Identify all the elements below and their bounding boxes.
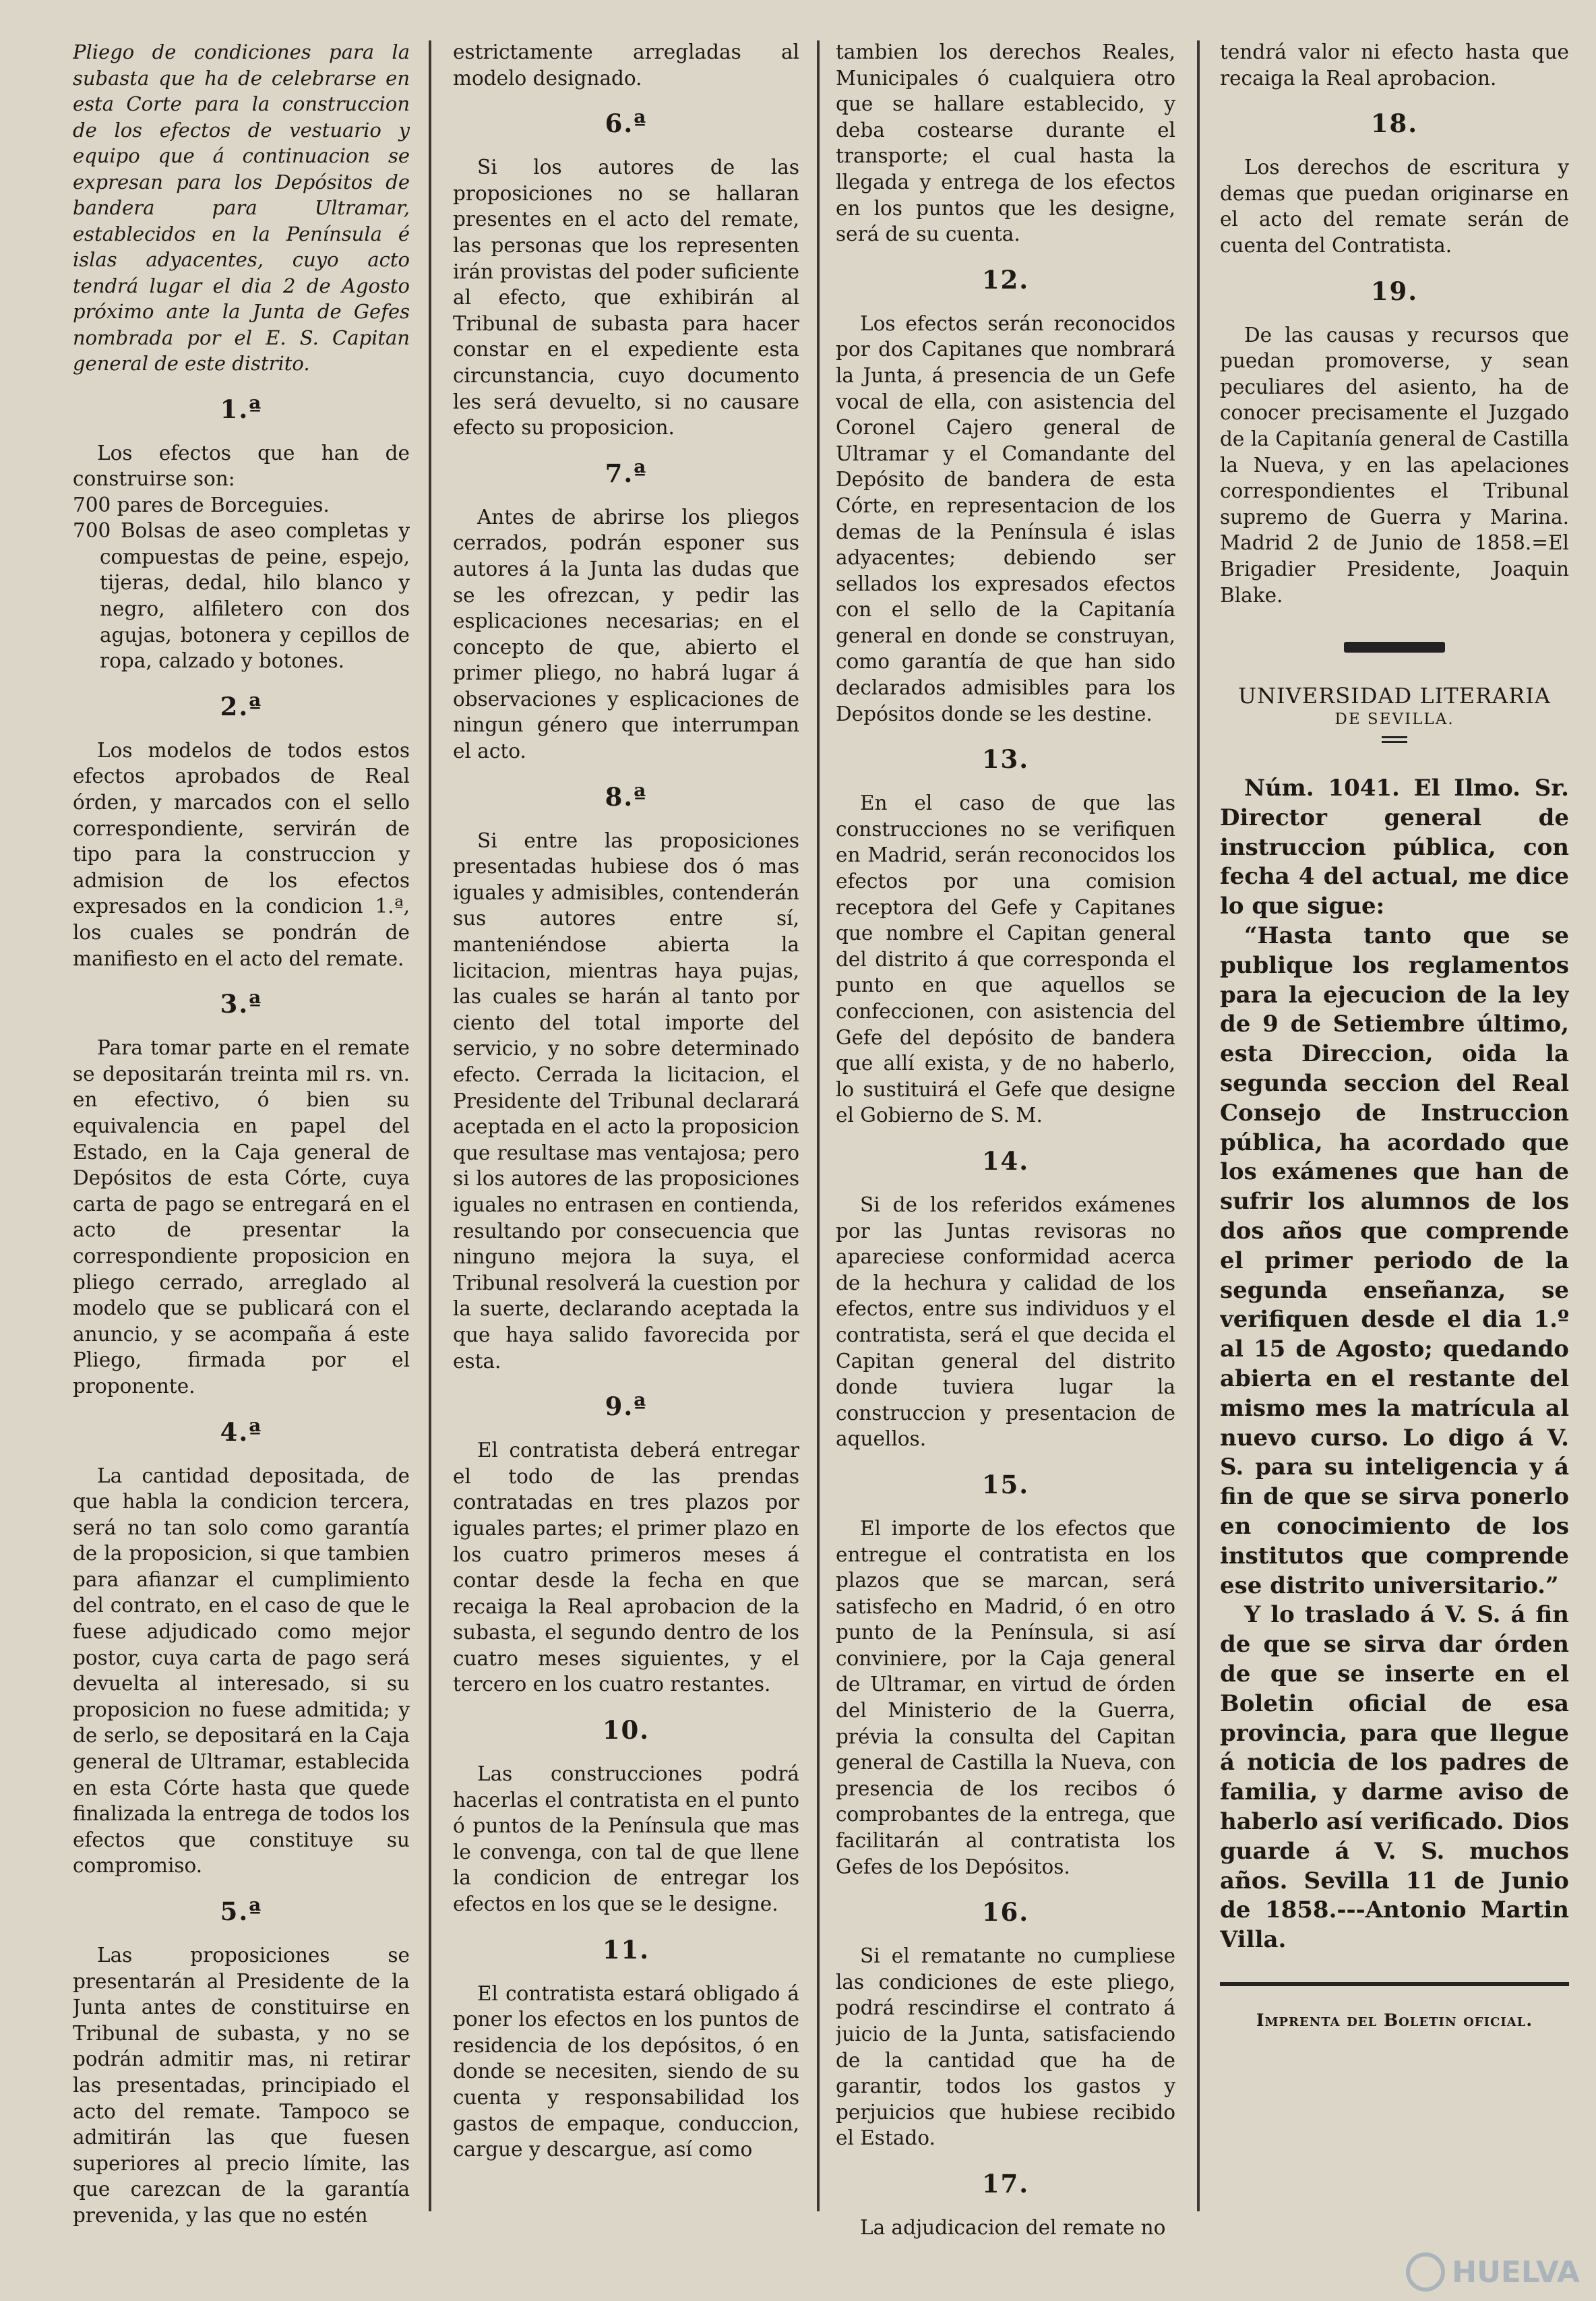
list-item: 700 Bolsas de aseo completas y compuestas de peine, espejo, tijeras, dedal, hilo blanco y negro, alfiletero con dos agujas, botonera y cepillos de ropa, calzado y botones. <box>73 519 410 673</box>
condition-text: La adjudicacion del remate no <box>860 2215 1166 2239</box>
condition-text: Las proposiciones se presentarán al Presidente de la Junta antes de constituirse en Tribunal de subasta, y no se podrán admitir mas, ni retirar las presentadas, principiado el acto del remate. Tampoco se admitirán las que fuesen superiores al precio límite, las que carezcan de la garantía prevenida, y las que no estén <box>73 1944 410 2227</box>
condition-number: 5.ª <box>220 1896 263 1926</box>
condition-text: Los derechos de escritura y demas que puedan originarse en el acto del remate serán de cuenta del Contratista. <box>1220 156 1569 257</box>
university-subheading: DE SEVILLA. <box>1334 711 1454 729</box>
condition-number: 12. <box>981 264 1030 295</box>
column-4 <box>1220 39 1569 2264</box>
condition-number: 4.ª <box>220 1416 263 1447</box>
condition-text: Los efectos que han de construirse son: <box>73 441 410 491</box>
list-item: 700 pares de Borceguies. <box>73 493 330 516</box>
column-3 <box>836 39 1175 2264</box>
condition-text: Si de los referidos exámenes por las Juntas revisoras no apareciese conformidad acerca de la hechura y calidad de los efectos, entre sus individuos y el contratista, será el que decida el Capitan general del distrito donde tuviera lugar la construccion y presentacion de aquellos. <box>836 1193 1175 1451</box>
end-rule <box>1220 1982 1569 1986</box>
condition-number: 6.ª <box>605 109 648 139</box>
condition-number: 3.ª <box>220 989 263 1019</box>
condition-number: 15. <box>981 1469 1030 1499</box>
condition-number: 14. <box>981 1145 1030 1176</box>
column-2 <box>453 39 799 2264</box>
condition-text: De las causas y recursos que puedan promoverse, y sean peculiares del asiento, ha de conocer precisamente el Juzgado de la Capitanía general de Castilla la Nueva, y en las apelaciones correspondientes el Tribunal supremo de Guerra y Marina. Madrid 2 de Junio de 1858.=El Brigadier Presidente, Joaquin Blake. <box>1220 323 1569 607</box>
condition-number: 1.ª <box>220 394 263 424</box>
condition-text: Si los autores de las proposiciones no se hallaran presentes en el acto del remate, las personas que los representen irán provistas del poder suficiente al efecto, que exhibirán al Tribunal de subasta para hacer constar en el expediente esta circunstancia, cuyo documento les será devuelto, si no causare efecto su proposicion. <box>453 156 799 440</box>
condition-number: 2.ª <box>220 691 263 721</box>
condition-text: tendrá valor ni efecto hasta que recaiga la Real aprobacion. <box>1220 40 1569 90</box>
watermark-text: HUELVA <box>1452 2254 1580 2290</box>
condition-text: El importe de los efectos que entregue el contratista en los plazos que se marcan, será satisfecho en Madrid, ó en otro punto de la Península, si así conviniere, por la Caja general de Ultramar, en virtud de órden del Ministerio de la Guerra, prévia la consulta del Capitan general de Castilla la Nueva, con presencia de los recibos ó comprobantes de la entrega, que facilitarán al contratista los Gefes de los Depósitos. <box>836 1516 1175 1878</box>
condition-text: La cantidad depositada, de que habla la condicion tercera, será no tan solo como garantía de la proposicion, si que tambien para afianzar el cumplimiento del contrato, en el caso de que le fuese adjudicado como mejor postor, cuya carta de pago será devuelta al interesado, si su proposicion no fuese admitida; y de serlo, se depositará en la Caja general de Ultramar, establecida en esta Córte hasta que quede finalizada la entrega de todos los efectos que constituye su compromiso. <box>73 1464 410 1878</box>
condition-number: 19. <box>1370 276 1419 306</box>
printer-footer: Imprenta del Boletin oficial. <box>1256 2010 1533 2030</box>
university-heading: UNIVERSIDAD LITERARIA <box>1238 683 1551 709</box>
column-1 <box>73 39 410 2264</box>
notice-paragraph: “Hasta tanto que se publique los reglamentos para la ejecucion de la ley de 9 de Setiembre último, esta Direccion, oida la segunda seccion del Real Consejo de Instruccion pública, ha acordado que los exámenes que han de sufrir los alumnos de los dos años que comprende el primer periodo de la segunda enseñanza, se verifiquen desde el dia 1.º al 15 de Agosto; quedando abierta en el restante del mismo mes la matrícula al nuevo curso. Lo digo á V. S. para su inteligencia y á fin de que se sirva ponerlo en conocimiento de los institutos que comprende ese distrito universitario.” <box>1220 922 1569 1599</box>
condition-number: 8.ª <box>605 781 648 812</box>
watermark <box>1406 2252 1580 2292</box>
section-ornament <box>1344 642 1445 653</box>
condition-text: El contratista estará obligado á poner los efectos en los puntos de residencia de los depósitos, ó en donde se necesiten, siendo de su cuenta y responsabilidad los gastos de empaque, conduccion, cargue y descargue, así como <box>453 1981 799 2161</box>
condition-text: estrictamente arregladas al modelo designado. <box>453 40 799 90</box>
condition-number: 16. <box>981 1897 1030 1928</box>
condition-number: 11. <box>602 1934 650 1965</box>
watermark-logo-icon <box>1406 2252 1445 2292</box>
condition-text: Antes de abrirse los pliegos cerrados, podrán esponer sus autores á la Junta las dudas que se les ofrezcan, y pedir las esplicaciones necesarias; en el concepto de que, abierto el primer pliego, no habrá lugar á observaciones y esplicaciones de ningun género que interrumpan el acto. <box>453 505 799 763</box>
condition-number: 18. <box>1370 109 1419 139</box>
condition-text: El contratista deberá entregar el todo de las prendas contratadas en tres plazos por iguales partes; el primer plazo en los cuatro primeros meses á contar desde la fecha en que recaiga la Real aprobacion de la subasta, el segundo dentro de los cuatro meses siguientes, y el tercero en los cuatro restantes. <box>453 1439 799 1696</box>
column-rule <box>1197 40 1200 2211</box>
condition-text: Si entre las proposiciones presentadas hubiese dos ó mas iguales y admisibles, contenderán sus autores entre sí, manteniéndose abierta la licitacion, mientras haya pujas, las cuales se harán al tanto por ciento del total importe del servicio, y no sobre determinado efecto. Cerrada la licitacion, el Presidente del Tribunal declarará aceptada en el acto la proposicion que resultase mas ventajosa; pero si los autores de las proposiciones iguales no entrasen en contienda, resultando por consecuencia que ninguno mejora la suya, el Tribunal resolverá la cuestion por la suerte, declarando aceptada la que haya salido favorecida por esta. <box>453 829 799 1373</box>
condition-number: 17. <box>981 2168 1030 2199</box>
condition-text: Los efectos serán reconocidos por dos Capitanes que nombrará la Junta, á presencia de un Gefe vocal de ella, con asistencia del Coronel Cajero general de Ultramar y el Comandante del Depósito de bandera de esta Córte, en representacion de los demas de la Península é islas adyacentes; debiendo ser sellados los expresados efectos con el sello de la Capitanía general en donde se construyan, como garantía de que han sido declarados admisibles para los Depósitos donde se les destine. <box>836 311 1175 725</box>
double-rule <box>1382 736 1407 743</box>
condition-text: Si el rematante no cumpliese las condiciones de este pliego, podrá rescindirse el contrato á juicio de la Junta, satisfaciendo de la cantidad que ha de garantir, todos los gastos y perjuicios que hubiese recibido el Estado. <box>836 1944 1175 2150</box>
condition-number: 9.ª <box>605 1392 648 1422</box>
condition-text: Las construcciones podrá hacerlas el contratista en el punto ó puntos de la Península que mas le convenga, con tal de que llene la condicion de entregar los efectos en los que se le designe. <box>453 1762 799 1916</box>
condition-number: 7.ª <box>605 458 648 488</box>
condition-number: 10. <box>602 1715 650 1745</box>
condition-number: 13. <box>981 744 1030 775</box>
items-list <box>73 492 410 674</box>
notice-paragraph: Y lo traslado á V. S. á fin de que se sirva dar órden de que se inserte en el Boletin oficial de esa provincia, para que llegue á noticia de los padres de familia, y darme aviso de haberlo así verificado. Dios guarde á V. S. muchos años. Sevilla 11 de Junio de 1858.---Antonio Martin Villa. <box>1220 1601 1569 1954</box>
column-rule <box>429 40 431 2211</box>
condition-text: tambien los derechos Reales, Municipales ó cualquiera otro que se hallare establecido, y deba costearse durante el transporte; el cual hasta la llegada y entrega de los efectos en los puntos que les designe, será de su cuenta. <box>836 40 1175 246</box>
condition-text: Para tomar parte en el remate se depositarán treinta mil rs. vn. en efectivo, ó bien su equivalencia en papel del Estado, en la Caja general de Depósitos de esta Córte, cuya carta de pago se entregará en el acto de presentar la correspondiente proposicion en pliego cerrado, arreglado al modelo que se publicará con el anuncio, y se acompaña á este Pliego, firmada por el proponente. <box>73 1036 410 1398</box>
column-rule <box>817 40 820 2211</box>
notice-paragraph: Núm. 1041. El Ilmo. Sr. Director general de instruccion pública, con fecha 4 del actual, me dice lo que sigue: <box>1220 775 1569 920</box>
pliego-intro: Pliego de condiciones para la subasta que ha de celebrarse en esta Corte para la construccion de los efectos de vestuario y equipo que á continuacion se expresan para los Depósitos de bandera para Ultramar, establecidos en la Península é islas adyacentes, cuyo acto tendrá lugar el dia 2 de Agosto próximo ante la Junta de Gefes nombrada por el E. S. Capitan general de este distrito. <box>73 40 410 375</box>
condition-text: Los modelos de todos estos efectos aprobados de Real órden, y marcados con el sello correspondiente, servirán de tipo para la construccion y admision de los efectos expresados en la condicion 1.ª, los cuales se pondrán de manifiesto en el acto del remate. <box>73 738 410 970</box>
condition-text: En el caso de que las construcciones no se verifiquen en Madrid, serán reconocidos los efectos por una comision receptora del Gefe y Capitanes que nombre el Capitan general del distrito á que corresponda el punto en que aquellos se confeccionen, con asistencia del Gefe del depósito de bandera que allí exista, y de no haberlo, lo sustituirá el Gefe que designe el Gobierno de S. M. <box>836 791 1175 1127</box>
